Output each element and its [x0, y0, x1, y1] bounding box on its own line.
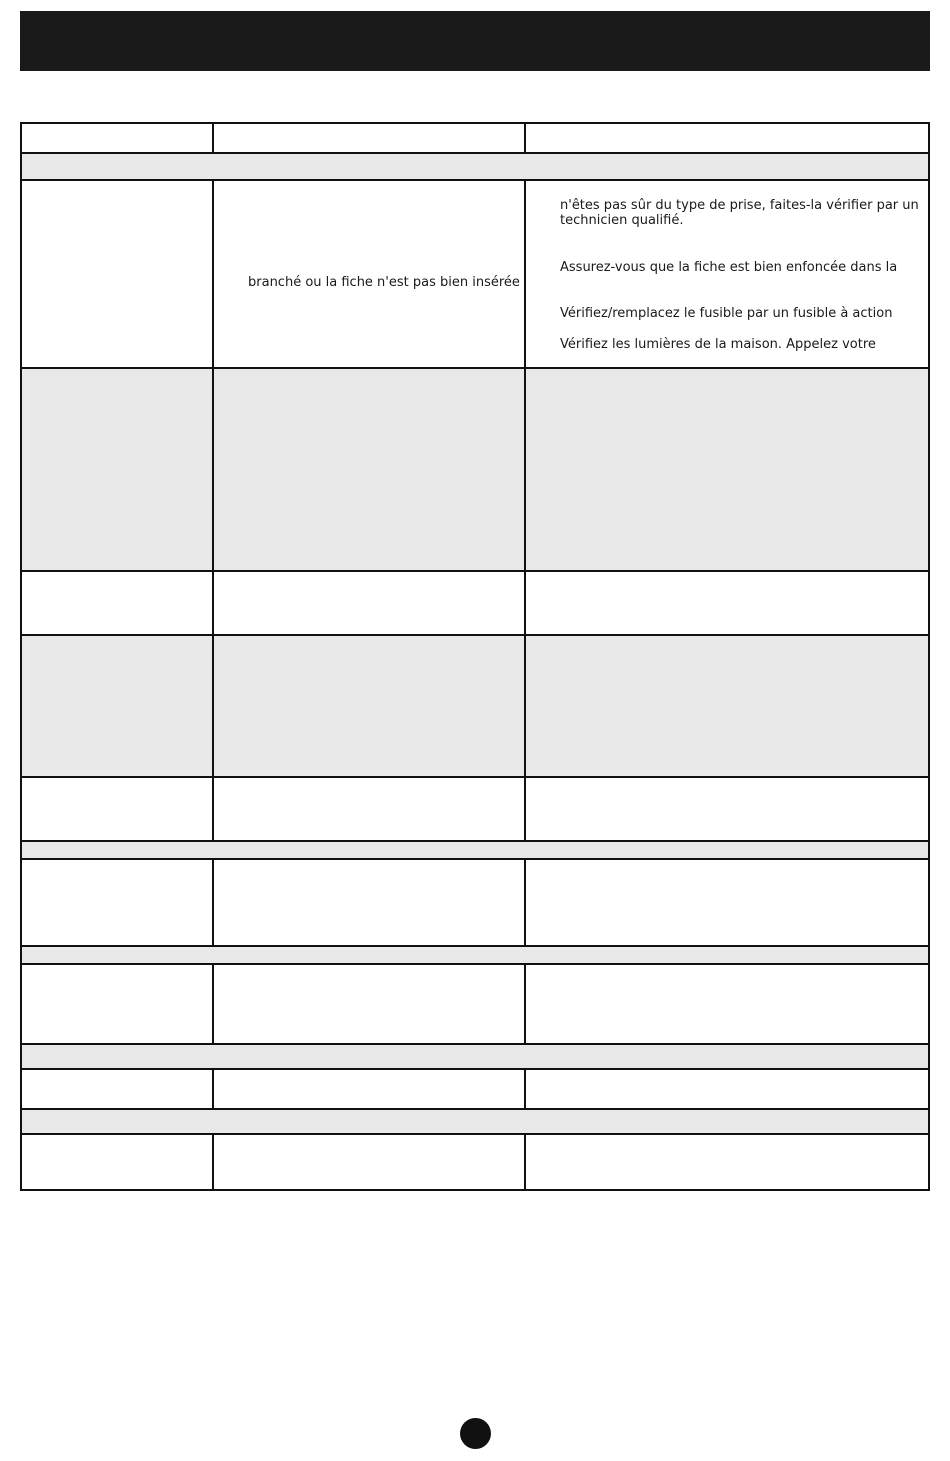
- solution-line: n'êtes pas sûr du type de prise, faites-la vérifier par un: [560, 198, 919, 213]
- page-number-dot: [460, 1418, 491, 1449]
- solution-line: technicien qualifié.: [560, 213, 684, 228]
- section-band: [20, 841, 930, 859]
- shaded-row: [20, 368, 930, 570]
- section-band: [20, 1044, 930, 1069]
- section-band: [20, 154, 930, 180]
- troubleshooting-table: [20, 122, 930, 1191]
- section-band: [20, 1109, 930, 1134]
- shaded-row: [20, 635, 930, 777]
- solution-line: Assurez-vous que la fiche est bien enfoncée dans la: [560, 260, 898, 275]
- cause-text: branché ou la fiche n'est pas bien insérée: [248, 275, 520, 290]
- solution-line: Vérifiez/remplacez le fusible par un fusible à action: [560, 306, 893, 321]
- solution-line: Vérifiez les lumières de la maison. Appelez votre: [560, 337, 876, 352]
- section-band: [20, 946, 930, 964]
- header-bar: [20, 11, 930, 71]
